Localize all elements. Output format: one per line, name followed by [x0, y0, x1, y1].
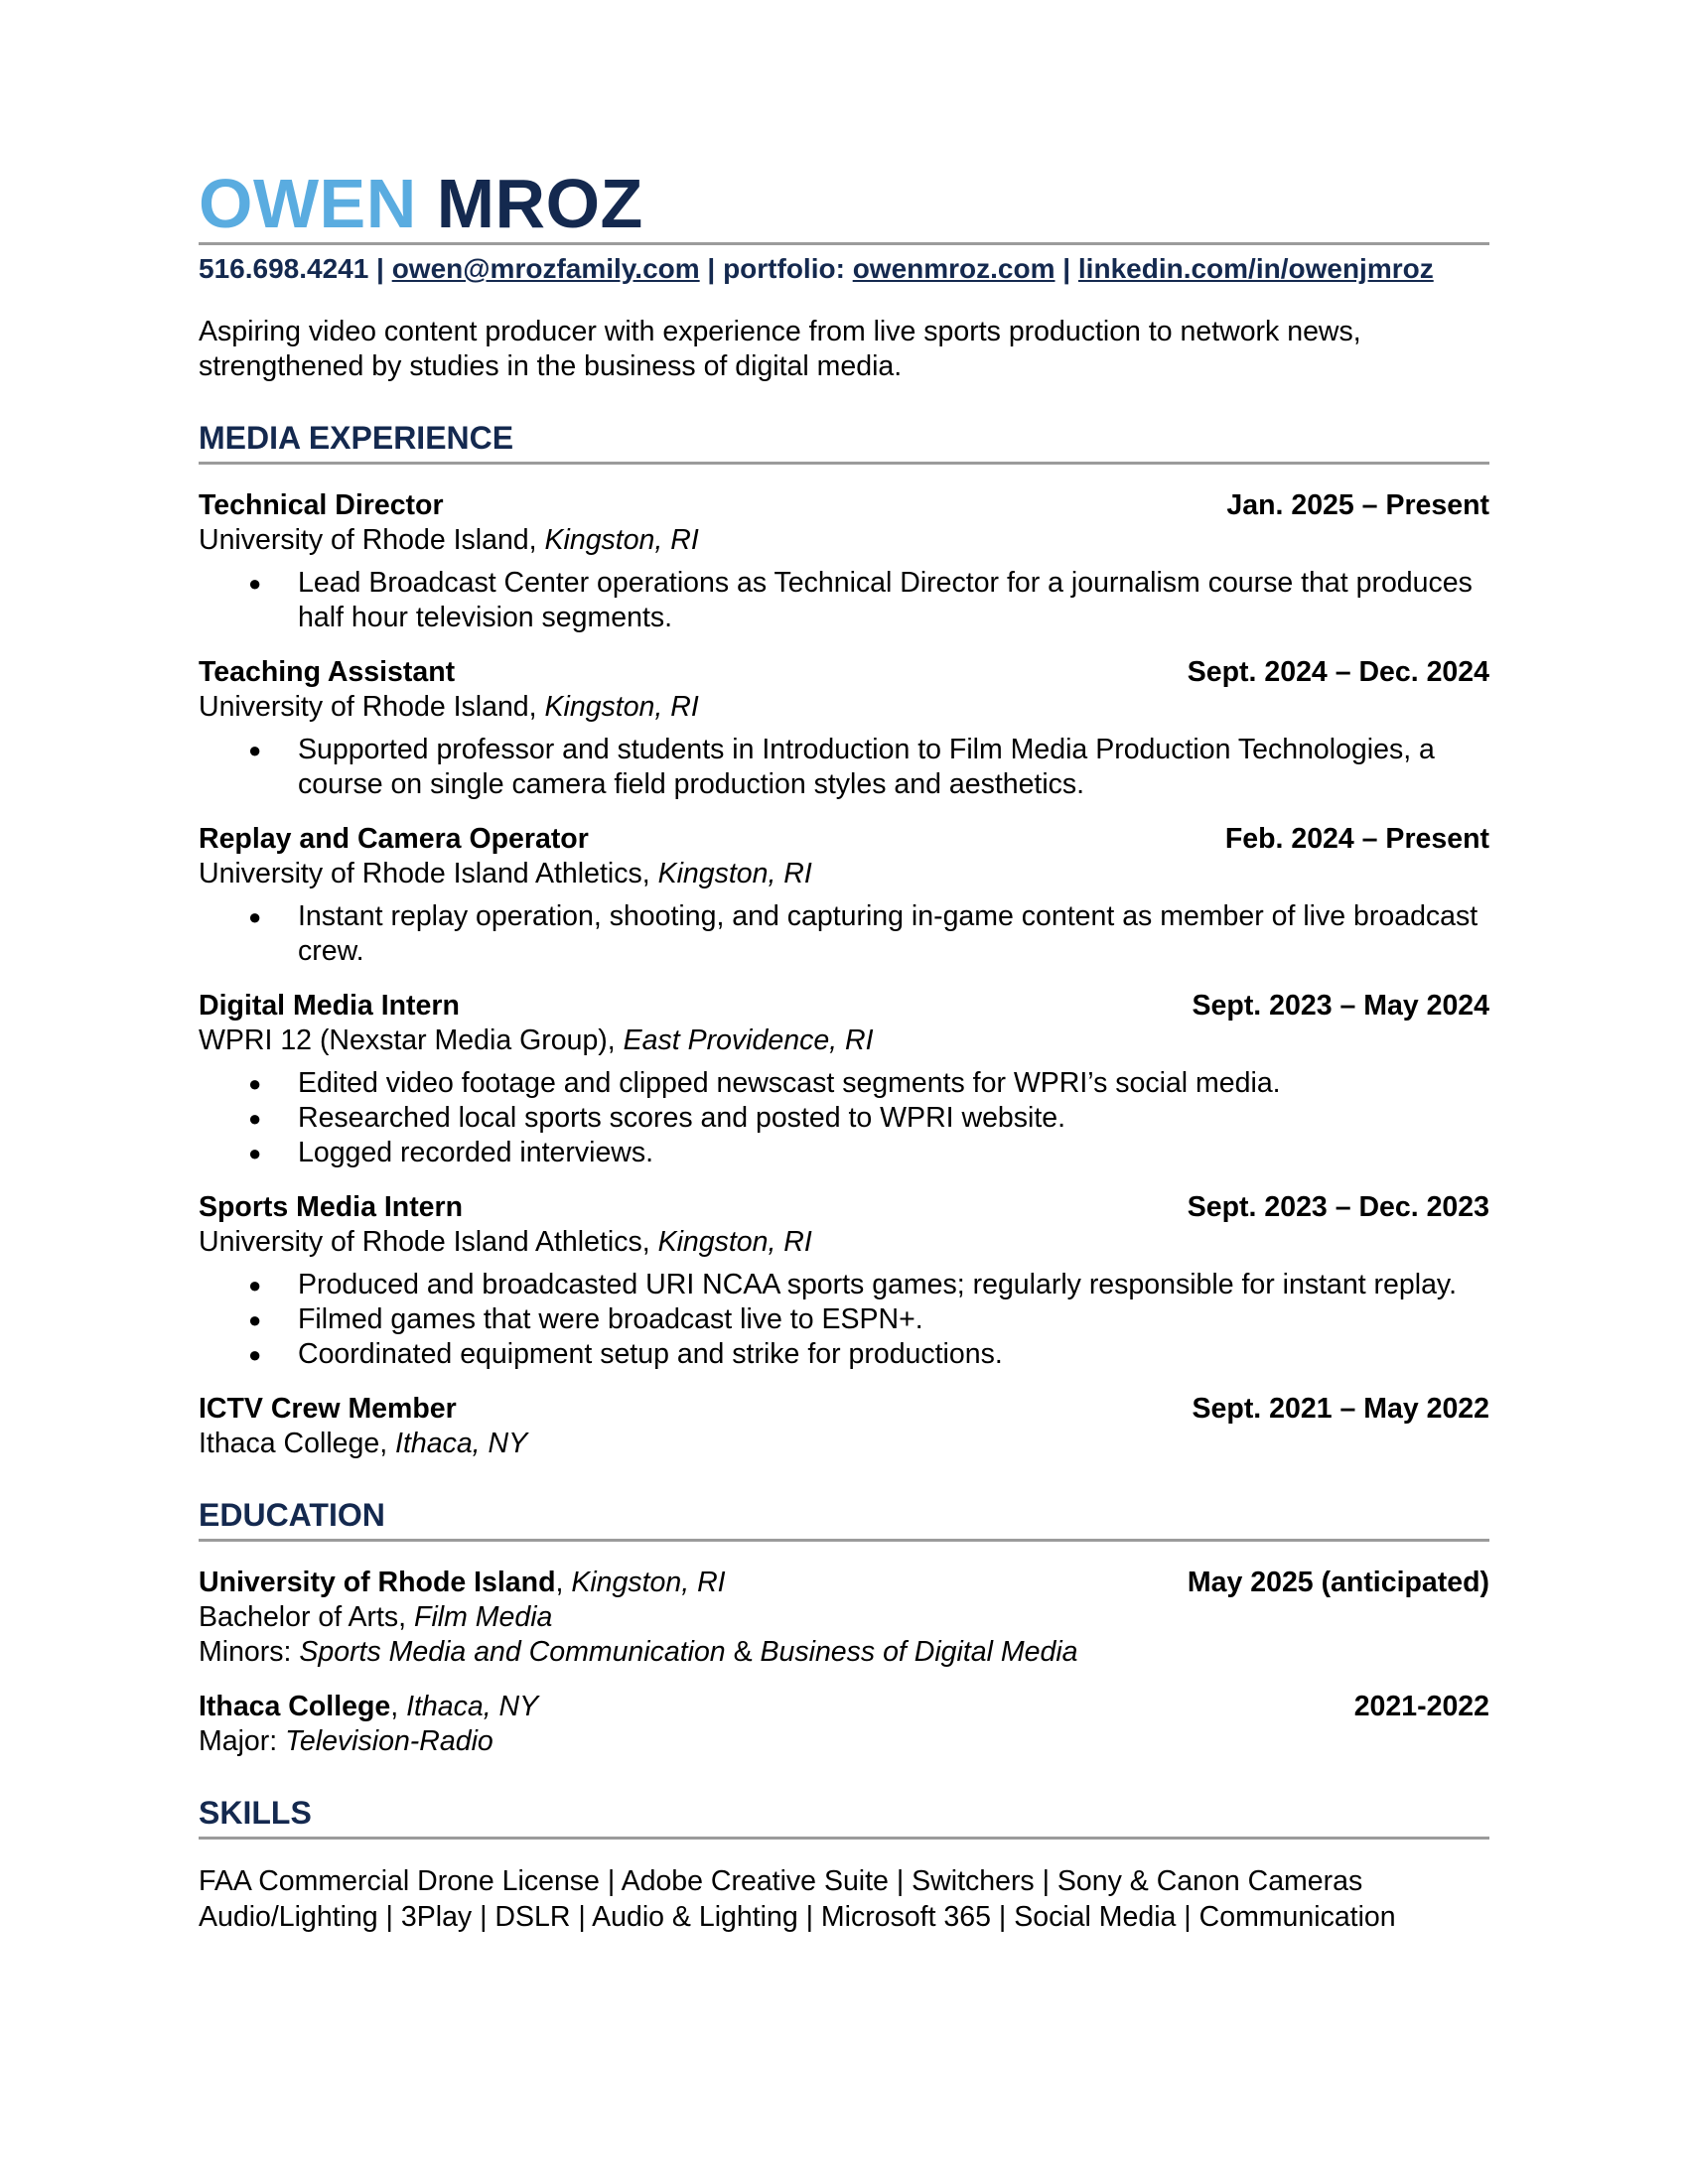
job-employer: University of Rhode Island Athletics, Kingston, RI — [199, 858, 812, 889]
job-bullets — [199, 566, 1489, 635]
bullet-item: ● Filmed games that were broadcast live to ESPN+. — [248, 1303, 923, 1335]
experience-entry — [199, 488, 1489, 635]
summary-text: Aspiring video content producer with experience from live sports production to network news, strengthened by studies in the business of digital media. — [199, 316, 1361, 382]
candidate-name — [199, 167, 1489, 240]
school-location: Kingston, RI — [571, 1567, 726, 1598]
job-dates: Jan. 2025 – Present — [1226, 489, 1489, 521]
education-dates: May 2025 (anticipated) — [1187, 1567, 1489, 1598]
first-name: OWEN — [199, 165, 417, 242]
bullet-icon: ● — [248, 1342, 262, 1367]
bullet-icon: ● — [248, 1273, 262, 1297]
bullet-item: ● Researched local sports scores and posted to WPRI website. — [248, 1102, 1066, 1134]
bullet-icon: ● — [248, 738, 262, 762]
section-title-experience: MEDIA EXPERIENCE — [199, 420, 514, 456]
bullet-item: ● Produced and broadcasted URI NCAA sports games; regularly responsible for instant replay. — [248, 1269, 1457, 1300]
skills-line: Audio/Lighting | 3Play | DSLR | Audio & Lighting | Microsoft 365 | Social Media | Communication — [199, 1901, 1396, 1933]
experience-entry — [199, 1190, 1489, 1372]
last-name: MROZ — [436, 165, 643, 242]
job-bullets — [199, 733, 1489, 802]
job-dates: Sept. 2024 – Dec. 2024 — [1187, 656, 1489, 688]
major-line: Major: Television-Radio — [199, 1725, 493, 1757]
portfolio-label: portfolio: — [723, 253, 845, 284]
portfolio-link[interactable]: owenmroz.com — [852, 253, 1055, 284]
job-dates: Feb. 2024 – Present — [1224, 823, 1489, 855]
bullet-item: ● Logged recorded interviews. — [248, 1137, 654, 1168]
school-name: University of Rhode Island — [199, 1567, 556, 1598]
bullet-icon: ● — [248, 1141, 262, 1165]
job-employer: University of Rhode Island, Kingston, RI — [199, 524, 699, 556]
phone-number: 516.698.4241 — [199, 253, 369, 284]
bullet-item: ● Edited video footage and clipped newscast segments for WPRI’s social media. — [248, 1067, 1281, 1099]
section-title-skills: SKILLS — [199, 1795, 312, 1831]
job-title: Technical Director — [199, 489, 444, 521]
job-location: Kingston, RI — [657, 1226, 812, 1258]
bullet-item: ● Lead Broadcast Center operations as Technical Director for a journalism course that produces half hour television segments. — [248, 567, 1473, 633]
education-entry: Ithaca College, Ithaca, NY 2021-2022 Major: Television-Radio — [199, 1691, 1489, 1757]
school-location: Ithaca, NY — [406, 1691, 539, 1722]
bullet-item: ● Coordinated equipment setup and strike for productions. — [248, 1338, 1003, 1370]
job-employer: University of Rhode Island, Kingston, RI — [199, 691, 699, 723]
job-title: Sports Media Intern — [199, 1191, 464, 1223]
job-bullets — [199, 899, 1489, 969]
job-title: Digital Media Intern — [199, 990, 460, 1022]
job-dates: Sept. 2021 – May 2022 — [1192, 1393, 1489, 1425]
section-divider — [199, 1837, 1489, 1840]
education-entry: University of Rhode Island, Kingston, RI May 2025 (anticipated) Bachelor of Arts, Film Media Minors: Sports Media and Communication & Business of Digital Media — [199, 1567, 1489, 1668]
job-location: East Providence, RI — [623, 1024, 874, 1056]
education-dates: 2021-2022 — [1353, 1691, 1489, 1722]
bullet-item: ● Supported professor and students in Introduction to Film Media Production Technologies, a course on single camera field production styles and aesthetics. — [248, 734, 1435, 800]
job-employer: WPRI 12 (Nexstar Media Group), East Providence, RI — [199, 1024, 874, 1056]
job-title: ICTV Crew Member — [199, 1393, 457, 1425]
job-title: Replay and Camera Operator — [199, 823, 589, 855]
experience-entry — [199, 655, 1489, 802]
job-employer: Ithaca College, Ithaca, NY — [199, 1428, 528, 1459]
section-divider — [199, 462, 1489, 465]
job-location: Ithaca, NY — [395, 1428, 528, 1459]
section-title-education: EDUCATION — [199, 1497, 385, 1533]
experience-entry — [199, 822, 1489, 969]
job-dates: Sept. 2023 – May 2024 — [1192, 990, 1489, 1022]
bullet-icon: ● — [248, 571, 262, 596]
name-divider — [199, 242, 1489, 245]
minors-line: Minors: Sports Media and Communication & Business of Digital Media — [199, 1636, 1078, 1668]
contact-line: 516.698.4241 | owen@mrozfamily.com | portfolio: owenmroz.com | linkedin.com/in/owenjmroz — [199, 253, 1434, 284]
job-bullets — [199, 1066, 1489, 1170]
bullet-icon: ● — [248, 1307, 262, 1332]
email-link[interactable]: owen@mrozfamily.com — [391, 253, 700, 284]
bullet-icon: ● — [248, 1106, 262, 1131]
job-location: Kingston, RI — [544, 524, 699, 556]
linkedin-link[interactable]: linkedin.com/in/owenjmroz — [1077, 253, 1434, 284]
school-name: Ithaca College — [199, 1691, 391, 1722]
job-employer: University of Rhode Island Athletics, Kingston, RI — [199, 1226, 812, 1258]
skills-line: FAA Commercial Drone License | Adobe Creative Suite | Switchers | Sony & Canon Cameras — [199, 1865, 1363, 1897]
degree-line: Bachelor of Arts, Film Media — [199, 1601, 553, 1633]
section-divider — [199, 1539, 1489, 1542]
experience-entry — [199, 1392, 1489, 1461]
job-dates: Sept. 2023 – Dec. 2023 — [1187, 1191, 1489, 1223]
skills-list — [199, 1863, 1489, 1935]
job-location: Kingston, RI — [657, 858, 812, 889]
job-bullets — [199, 1268, 1489, 1372]
bullet-icon: ● — [248, 1071, 262, 1096]
bullet-icon: ● — [248, 904, 262, 929]
job-title: Teaching Assistant — [199, 656, 456, 688]
job-location: Kingston, RI — [544, 691, 699, 723]
bullet-item: ● Instant replay operation, shooting, and capturing in-game content as member of live broadcast crew. — [248, 900, 1478, 967]
experience-entry — [199, 989, 1489, 1170]
